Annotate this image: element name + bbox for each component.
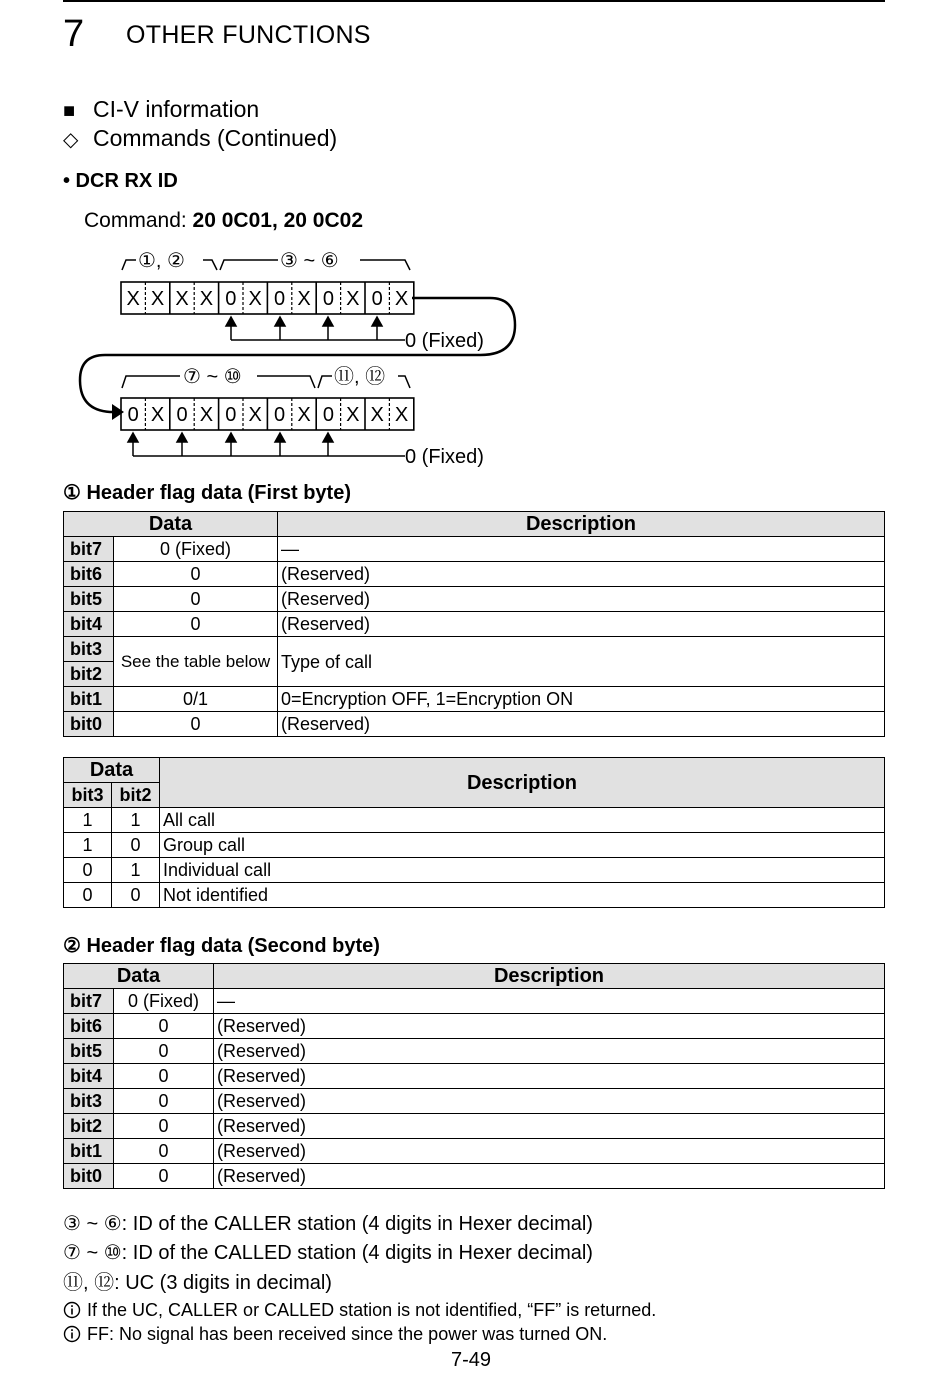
table3-head-data: Data [64,964,214,989]
bit-description: (Reserved) [214,1014,885,1039]
call-type: All call [160,808,885,833]
bit3-value: 1 [64,833,112,858]
bit-value: 0 [114,1164,214,1189]
bit-value: 0 [114,712,278,737]
table-row [64,562,885,587]
table-row [64,1089,885,1114]
command-label: Command: [84,209,193,232]
bit-value: 0/1 [114,687,278,712]
table-row [64,1139,885,1164]
diagram-cell: X [199,288,214,310]
table-row [64,637,885,662]
bit-label: bit1 [64,687,114,712]
bit-description: (Reserved) [214,1139,885,1164]
bit-label: bit5 [64,587,114,612]
diagram-cell: X [394,404,409,426]
chapter-title: OTHER FUNCTIONS [126,21,371,49]
bit-label: bit2 [64,662,114,687]
info-icon [63,1325,81,1343]
diagram-cell: X [346,288,360,310]
diagram-cell: X [248,404,262,426]
subsection-title: Commands (Continued) [93,125,338,151]
header-flag-first-byte-table [63,511,885,737]
call-type: Group call [160,833,885,858]
diagram-cell: X [248,288,262,310]
info-note-2-text: FF: No signal has been received since the power was turned ON. [87,1324,608,1344]
table2-head-data: Data [64,758,160,783]
info-note-1-text: If the UC, CALLER or CALLED station is not identified, “FF” is returned. [87,1300,657,1320]
diagram-cell: 0 [274,404,286,426]
table3-caption: ② Header flag data (Second byte) [63,935,380,957]
bit-value: 0 [114,1089,214,1114]
diagram-cell: X [370,404,384,426]
table1-head-desc: Description [278,512,885,537]
table-row [64,808,885,833]
label-11-12: ⑪, ⑫ [334,366,386,388]
bit-description: (Reserved) [214,1064,885,1089]
diagram-cell: X [394,288,409,310]
table-row [64,1114,885,1139]
top-rule [63,0,885,2]
diagram-cell: 0 [322,288,334,310]
section-title: CI-V information [93,96,260,122]
header-flag-second-byte-table [63,963,885,1189]
call-type: Individual call [160,858,885,883]
label-3-6: ③ ~ ⑥ [280,250,339,272]
table1-head-data: Data [64,512,278,537]
subsection-heading [63,124,337,154]
bit3-value: 1 [64,808,112,833]
bit2-value: 0 [112,883,160,908]
table-row [64,1164,885,1189]
table2-head-bit2: bit2 [112,783,160,808]
square-icon: ■ [63,100,76,122]
bit-value: 0 [114,1039,214,1064]
table-row [64,1064,885,1089]
diagram-cell: X [126,288,140,310]
diagram-cell: 0 [225,404,237,426]
table-row [64,537,885,562]
bit-label: bit3 [64,637,114,662]
bit-description: (Reserved) [278,712,885,737]
bit-value: 0 [114,587,278,612]
info-note-2 [63,1323,607,1345]
diamond-icon: ◇ [63,129,79,151]
chapter-number: 7 [63,13,85,55]
command-line [84,208,363,234]
bit2-value: 1 [112,858,160,883]
bit-description: (Reserved) [278,562,885,587]
diagram-cell: X [297,404,311,426]
table-row [64,989,885,1014]
diagram-row-2 [121,398,414,430]
bit-description: (Reserved) [214,1039,885,1064]
command-format-diagram [60,240,530,475]
bit3-value: 0 [64,883,112,908]
table-row [64,858,885,883]
bit-description: (Reserved) [278,612,885,637]
table3-head-desc: Description [214,964,885,989]
bit-description: Type of call [278,637,885,687]
bit-label: bit4 [64,1064,114,1089]
page-number: 7-49 [451,1349,492,1371]
diagram-cell: X [150,404,165,426]
command-value: 20 0C01, 20 0C02 [192,209,364,232]
bit2-value: 0 [112,833,160,858]
diagram-cell: X [175,288,189,310]
bit-label: bit3 [64,1089,114,1114]
bit-label: bit7 [64,989,114,1014]
table-row [64,712,885,737]
bit-label: bit4 [64,612,114,637]
bit-label: bit0 [64,712,114,737]
info-note-1 [63,1299,656,1321]
note-caller-id: ③ ~ ⑥: ID of the CALLER station (4 digits in Hexer decimal) [63,1213,593,1235]
note-uc: ⑪, ⑫: UC (3 digits in decimal) [63,1272,332,1294]
bit3-value: 0 [64,858,112,883]
call-type: Not identified [160,883,885,908]
bit-label: bit2 [64,1114,114,1139]
table-row [64,687,885,712]
fixed-label-1: 0 (Fixed) [405,330,484,352]
diagram-cell: 0 [127,404,139,426]
table2-head-desc: Description [160,758,885,808]
diagram-cell: 0 [322,404,334,426]
diagram-cell: 0 [274,288,286,310]
bit-value: 0 [114,1064,214,1089]
section-heading [63,95,259,125]
bit-label: bit6 [64,1014,114,1039]
bit-label: bit1 [64,1139,114,1164]
bit-value: 0 [114,612,278,637]
info-icon [63,1301,81,1319]
diagram-cell: 0 [225,288,237,310]
bit-value: 0 [114,1114,214,1139]
table-row [64,1039,885,1064]
bit-value: 0 [114,1139,214,1164]
bit-value: 0 (Fixed) [114,537,278,562]
bit-value: 0 [114,1014,214,1039]
bit-description: 0=Encryption OFF, 1=Encryption ON [278,687,885,712]
diagram-cell: X [150,288,165,310]
fixed-label-2: 0 (Fixed) [405,446,484,468]
bit-description: (Reserved) [214,1164,885,1189]
bit-description: (Reserved) [214,1114,885,1139]
bit2-value: 1 [112,808,160,833]
bit-label: bit5 [64,1039,114,1064]
table-row [64,587,885,612]
table-row [64,612,885,637]
table1-caption: ① Header flag data (First byte) [63,482,351,504]
bit-description: — [278,537,885,562]
bit-label: bit6 [64,562,114,587]
diagram-cell: X [297,288,311,310]
note-called-id: ⑦ ~ ⑩: ID of the CALLED station (4 digits in Hexer decimal) [63,1242,593,1264]
table-row [64,1014,885,1039]
bit-label: bit0 [64,1164,114,1189]
label-1-2: ①, ② [138,250,185,272]
bit-description: (Reserved) [278,587,885,612]
item-title: • DCR RX ID [63,170,178,192]
bit-description: (Reserved) [214,1089,885,1114]
bit-value: See the table below [114,637,278,687]
diagram-cell: 0 [176,404,188,426]
bit-value: 0 (Fixed) [114,989,214,1014]
table-row [64,883,885,908]
bit-label: bit7 [64,537,114,562]
diagram-cell: X [346,404,360,426]
diagram-cell: 0 [371,288,383,310]
label-7-10: ⑦ ~ ⑩ [183,366,242,388]
diagram-row-1 [121,282,414,314]
bit-description: — [214,989,885,1014]
diagram-cell: X [199,404,214,426]
type-of-call-table [63,757,885,908]
table2-head-bit3: bit3 [64,783,112,808]
table-row [64,833,885,858]
bit-value: 0 [114,562,278,587]
